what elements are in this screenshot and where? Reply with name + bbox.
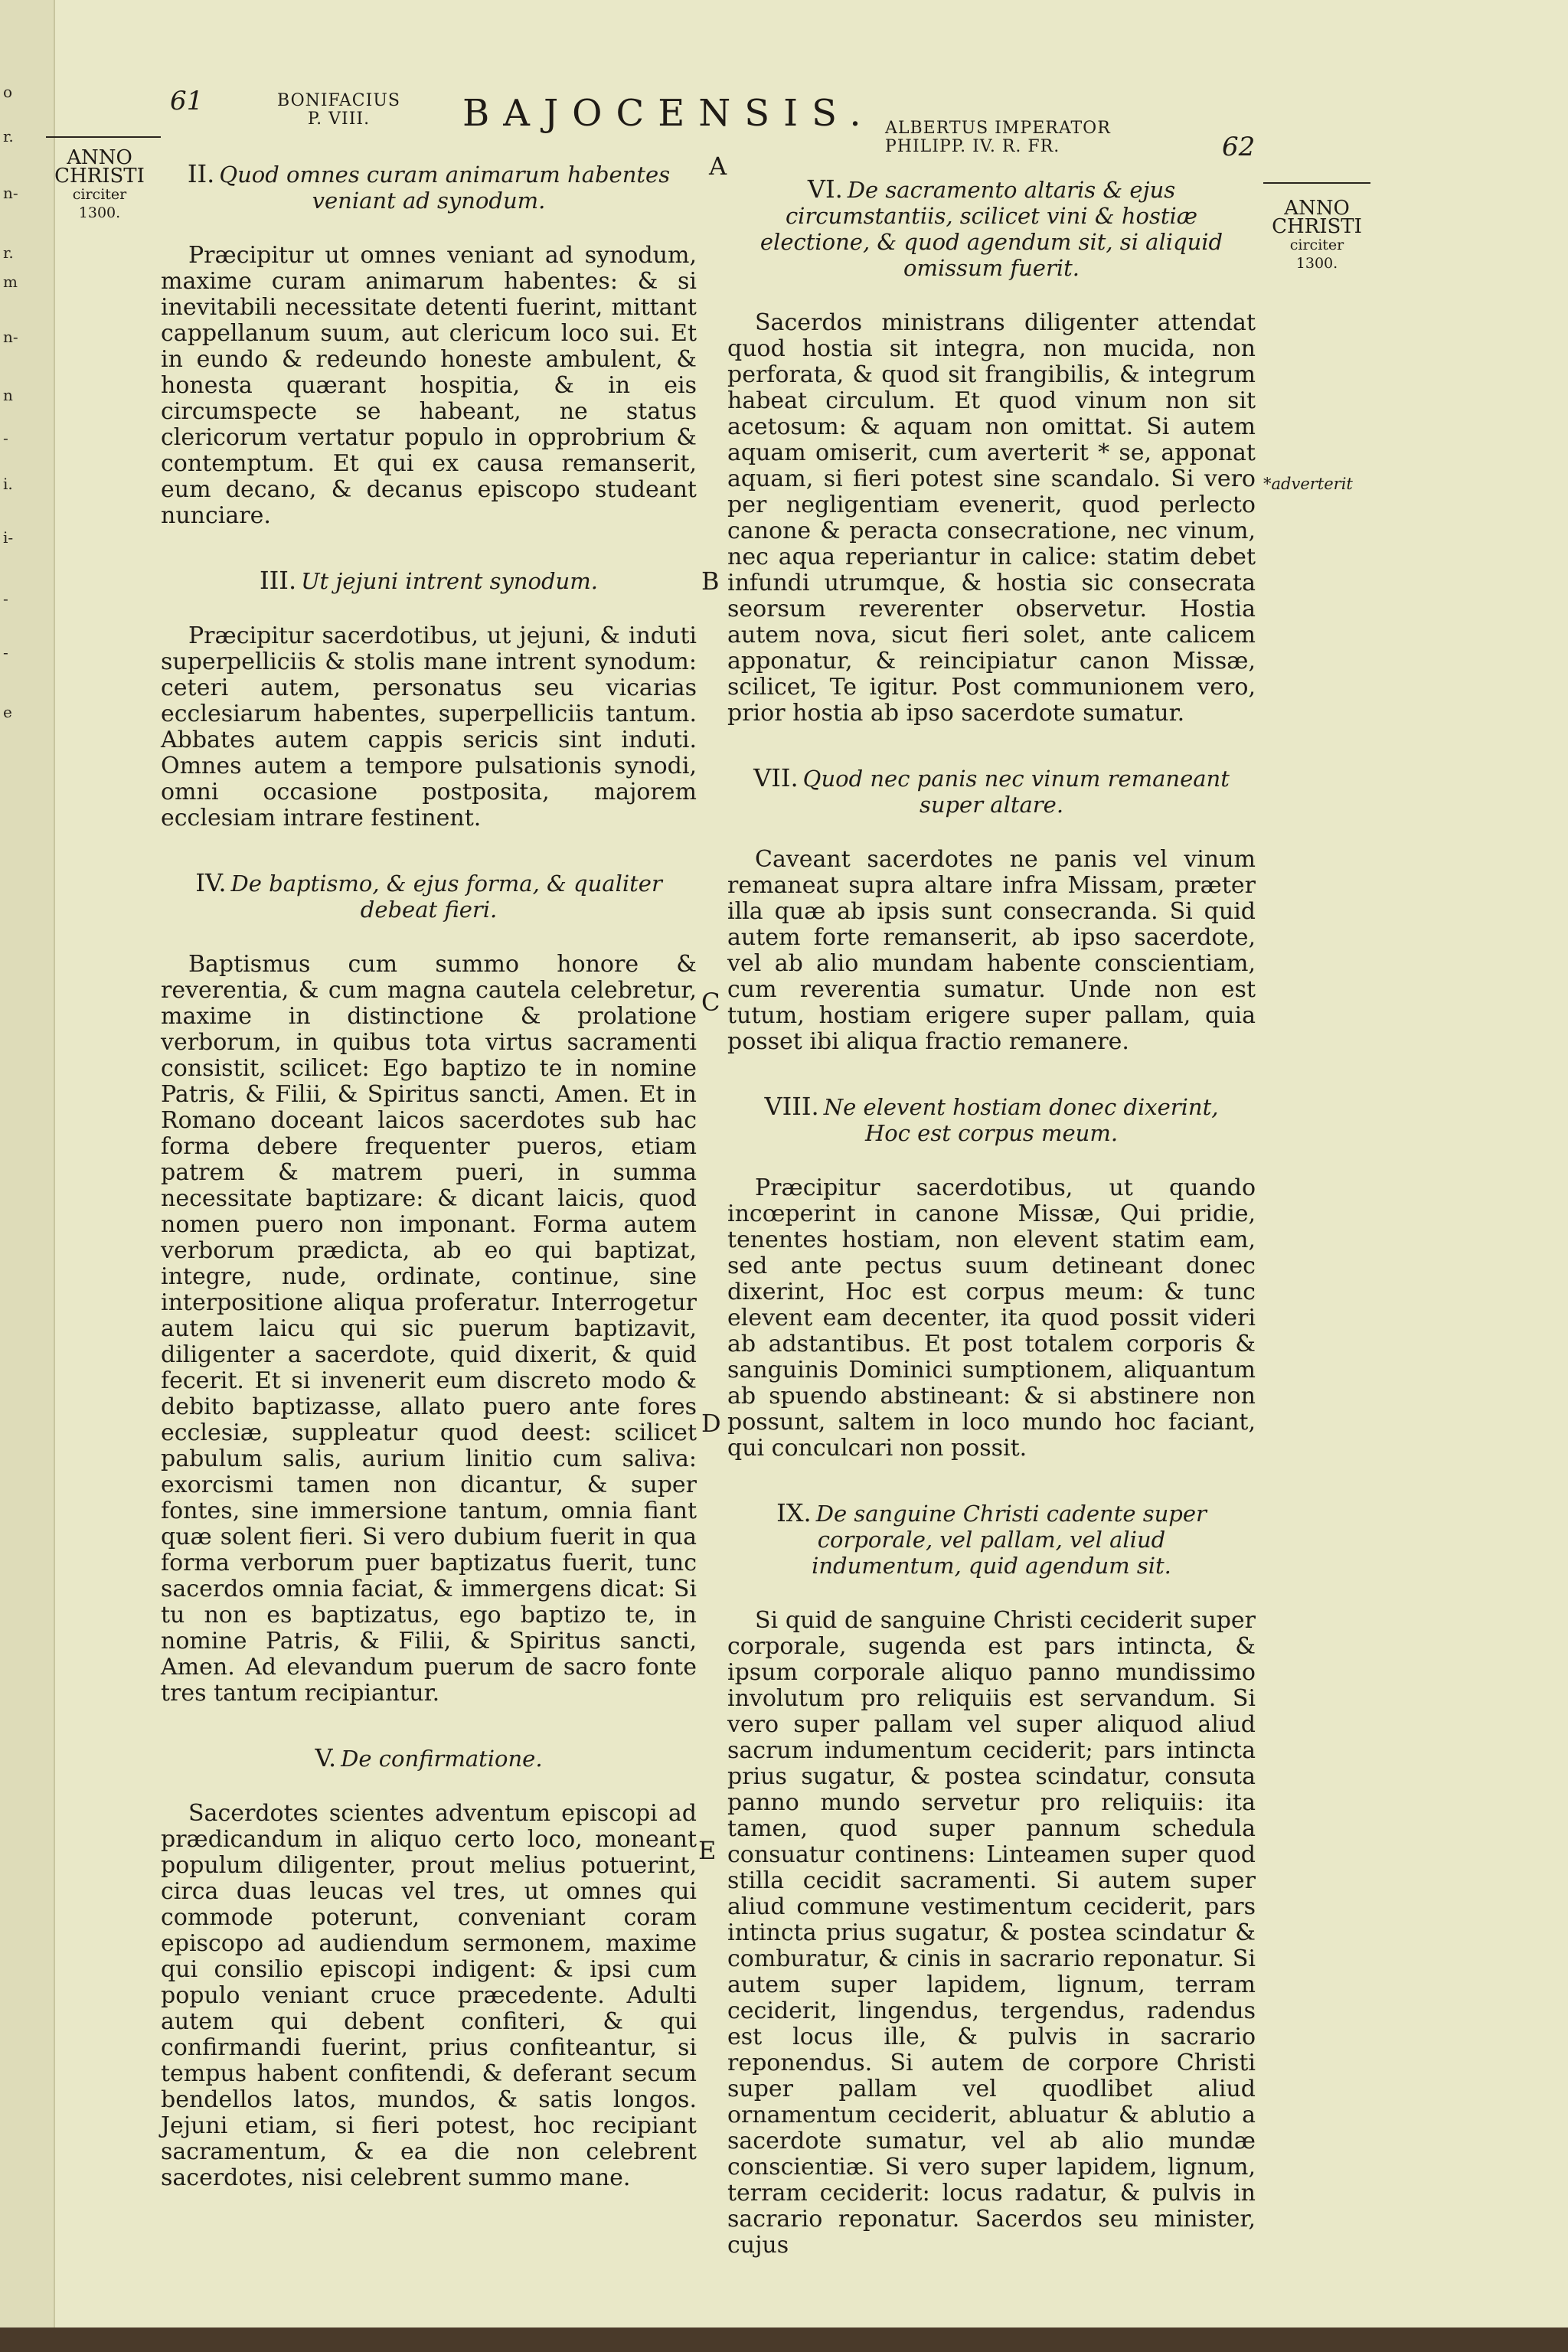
anno-line: CHRISTI: [1272, 215, 1362, 238]
section-text: Baptismus cum summo honore & reverentia, & cum magna cautela celebretur, maxime in distinctione & prolatione verborum, in quibus tota virtus sacramenti consistit, scilicet: Ego baptizo te in nomine Patris, & Filii, & Spiritus sancti, Amen. Et in Romano doceant laicos sacerdotes sub hac forma debere frequenter pueros, etiam patrem & matrem pueri, in summa necessitate baptizare: & dicant laicis, quod nomen puero non imponant. Forma autem verborum prædicta, ab eo qui baptizat, integre, nude, ordinate, continue, sine interpositione aliqua proferatur. Interrogetur autem laicu qui sic puerum baptizavit, diligenter a sacerdote, quid dixerit, & quid fecerit. Et si invenerit eum discreto modo & debito baptizasse, allato puero ante fores ecclesiæ, suppleatur quod deest: scilicet pabulum salis, aurium linitio cum saliva: exorcismi tamen non dicantur, & super fontes, sine immersione tantum, omnia fiant quæ solent fieri. Si vero dubium fuerit in qua forma verborum puer baptizatus fuerit, tunc sacerdos omnia faciat, & immergens dicat: Si tu non es baptizatus, ego baptizo te, in nomine Patris, & Filii, & Spiritus sancti, Amen. Ad elevandum puerum de sacro fonte tres tantum recipiantur.: [161, 951, 697, 1707]
section-letter: A: [709, 152, 727, 181]
spine-fragment: i.: [3, 475, 13, 493]
section-number: VIII.: [764, 1092, 819, 1121]
anno-line: 1300.: [1295, 255, 1338, 272]
section-number: III.: [260, 566, 297, 595]
spine-fragment: -: [3, 429, 8, 447]
spine-fragment: n-: [3, 184, 18, 202]
running-head-line: ALBERTUS IMPERATOR: [885, 119, 1111, 138]
section-heading: [176, 567, 681, 594]
spine-fragment: r.: [3, 127, 14, 145]
left-page-number: 61: [170, 86, 204, 116]
header-rule: [46, 136, 161, 138]
section-letter: E: [698, 1836, 717, 1865]
section-text: Si quid de sanguine Christi ceciderit super corporale, sugenda est pars intincta, & ipsum corporale aliquo panno mundissimo involutum pro reliquiis est servandum. Si vero super pallam vel super aliquod aliud sacrum indumentum ceciderit; pars intincta prius sugatur, & postea scindatur, consuta panno mundo servetur pro reliquiis: ita tamen, quod super pannum schedula consuatur continens: Linteamen super quod stilla cecidit sacramenti. Si autem super aliud commune vestimentum ceciderit, pars intincta prius sugatur, & postea scindatur & comburatur, & cinis in sacrario reponatur. Si autem super lapidem, lignum, terram ceciderit, lingendus, tergendus, radendus est locus ille, & pulvis in sacrario reponendus. Si autem de corpore Christi super pallam vel quodlibet aliud ornamentum ceciderit, abluatur & ablutio a sacerdote sumatur, vel ab alio mundæ conscientiæ. Si vero super lapidem, lignum, terram ceciderit: locus radatur, & pulvis in sacrario reponatur. Sacerdos seu minister, cujus: [727, 1607, 1256, 2259]
background-surface: [0, 2328, 1568, 2352]
section-title: Quod omnes curam animarum habentes veniant ad synodum.: [219, 162, 671, 214]
section-title: Ut jejuni intrent synodum.: [301, 568, 598, 594]
section-number: II.: [187, 159, 215, 188]
section-heading: [743, 765, 1240, 818]
spine-fragment: -: [3, 590, 8, 608]
anno-line: circiter: [72, 186, 127, 203]
section-text: Præcipitur sacerdotibus, ut quando incœperint in canone Missæ, Qui pridie, tenentes hostiam, non elevent statim eam, sed ante pectus suum detineant donec dixerint, Hoc est corpus meum: & tunc elevent eam decenter, ita quod possit videri ab adstantibus. Et post totalem corporis & sanguinis Dominici sumptionem, aliquantum ab spuendo abstineant: & si abstinere non possunt, saltem in loco mundo hoc faciant, qui conculcari non possit.: [727, 1174, 1256, 1462]
left-anno-note: [54, 146, 145, 222]
page-title: BAJOCENSIS.: [462, 92, 875, 135]
section-title: De confirmatione.: [341, 1746, 543, 1772]
spine-fragment: n-: [3, 328, 18, 346]
section-number: VII.: [753, 763, 799, 792]
section-heading: [743, 1093, 1240, 1146]
spine-fragment: n: [3, 386, 13, 404]
section-heading: [743, 1500, 1240, 1579]
section-heading: [176, 161, 681, 214]
running-head-line: BONIFACIUS: [277, 91, 400, 110]
section-heading: [743, 176, 1240, 281]
header-rule: [1263, 182, 1370, 184]
running-head-line: P. VIII.: [307, 109, 371, 129]
section-title: De sacramento altaris & ejus circumstantiis, scilicet vini & hostiæ electione, & quod agendum sit, si aliquid omissum fuerit.: [760, 177, 1223, 281]
spine-fragment: r.: [3, 243, 14, 262]
right-running-head: [885, 119, 1111, 156]
section-text: Præcipitur sacerdotibus, ut jejuni, & induti superpelliciis & stolis mane intrent synodum: ceteri autem, personatus seu vicarias ecclesiarum habentes, superpelliciis tantum. Abbates autem cappis sericis sint induti. Omnes autem a tempore pulsationis synodi, omni occasione postposita, majorem ecclesiam intrare festinent.: [161, 622, 697, 831]
section-heading: [176, 1745, 681, 1772]
section-letter: D: [701, 1409, 721, 1438]
right-page-number: 62: [1222, 132, 1256, 162]
spine-fragment: i-: [3, 528, 14, 547]
anno-line: 1300.: [78, 204, 121, 221]
section-number: VI.: [807, 175, 843, 204]
anno-line: CHRISTI: [54, 165, 145, 188]
right-anno-note: [1263, 199, 1370, 273]
section-text: Sacerdos ministrans diligenter attendat quod hostia sit integra, non mucida, non perforata, & quod sit frangibilis, & integrum habeat circulum. Et quod vinum non sit acetosum: & aquam non omittat. Si autem aquam omiserit, cum averterit * se, apponat aquam, si fieri potest sine scandalo. Si vero per negligentiam evenerit, quod perlecto canone & peracta consecratione, nec vinum, nec aqua reperiantur in calice: statim debet infundi utrumque, & hostia sic consecrata seorsum reverenter observetur. Hostia autem nova, sicut fieri solet, ante calicem apponatur, & reincipiatur canon Missæ, scilicet, Te igitur. Post communionem vero, prior hostia ab ipso sacerdote sumatur.: [727, 309, 1256, 727]
spine-fragment: -: [3, 643, 8, 662]
anno-line: ANNO: [67, 146, 132, 169]
section-number: IX.: [776, 1498, 812, 1527]
marginal-gloss: *adverterit: [1263, 475, 1353, 493]
spine-fragment: e: [3, 703, 12, 721]
section-title: De baptismo, & ejus forma, & qualiter debeat fieri.: [230, 871, 662, 923]
section-number: V.: [315, 1743, 337, 1772]
section-heading: [176, 870, 681, 923]
section-text: Præcipitur ut omnes veniant ad synodum, maxime curam animarum habentes: & si inevitabili necessitate detenti fuerint, mittant cappellanum suum, aut clericum loco sui. Et in eundo & redeundo honeste ambulent, & honesta quærant hospitia, & in eis circumspecte se habeant, ne status clericorum vertatur populo in opprobrium & contemptum. Et qui ex causa remanserit, eum decano, & decanus episcopo studeant nunciare.: [161, 242, 697, 529]
right-column: [727, 176, 1256, 2297]
section-letter: C: [701, 988, 720, 1017]
section-text: Sacerdotes scientes adventum episcopi ad prædicandum in aliquo certo loco, moneant populum diligenter, prout melius potuerint, circa duas leucas vel tres, ut omnes qui commode poterunt, conveniant coram episcopo ad audiendum sermonem, maxime qui consilio episcopi indigent: & ipsi cum populo veniant cruce præcedente. Adulti autem qui debent confiteri, & qui confirmandi fuerint, prius confiteantur, si tempus habent confitendi, & deferant secum bendellos latos, mundos, & satis longos. Jejuni etiam, si fieri potest, hoc recipiant sacramentum, & ea die non celebrent sacerdotes, nisi celebrent summo mane.: [161, 1800, 697, 2191]
spine-fragment: o: [3, 83, 13, 101]
left-running-head: [277, 92, 400, 129]
section-title: De sanguine Christi cadente super corporale, vel pallam, vel aliud indumentum, quid agendum sit.: [812, 1501, 1207, 1579]
spine-fragment: m: [3, 273, 18, 291]
anno-line: circiter: [1289, 237, 1344, 253]
previous-page-edge: [0, 0, 55, 2328]
anno-line: ANNO: [1284, 197, 1350, 220]
section-title: Quod nec panis nec vinum remaneant super altare.: [802, 766, 1230, 818]
left-column: [161, 161, 697, 2230]
running-head-line: PHILIPP. IV. R. FR.: [885, 137, 1060, 156]
section-letter: B: [701, 567, 720, 596]
section-text: Caveant sacerdotes ne panis vel vinum remaneat supra altare infra Missam, præter illa quæ ab ipsis sunt consecranda. Si quid autem forte remanserit, ab ipso sacerdote, vel ab alio mundam habente conscientiam, cum reverentia sumatur. Unde non est tutum, hostiam erigere super pallam, quia posset ibi aliqua fractio remanere.: [727, 846, 1256, 1055]
section-number: IV.: [195, 868, 227, 897]
section-title: Ne elevent hostiam donec dixerint, Hoc est corpus meum.: [823, 1094, 1219, 1146]
